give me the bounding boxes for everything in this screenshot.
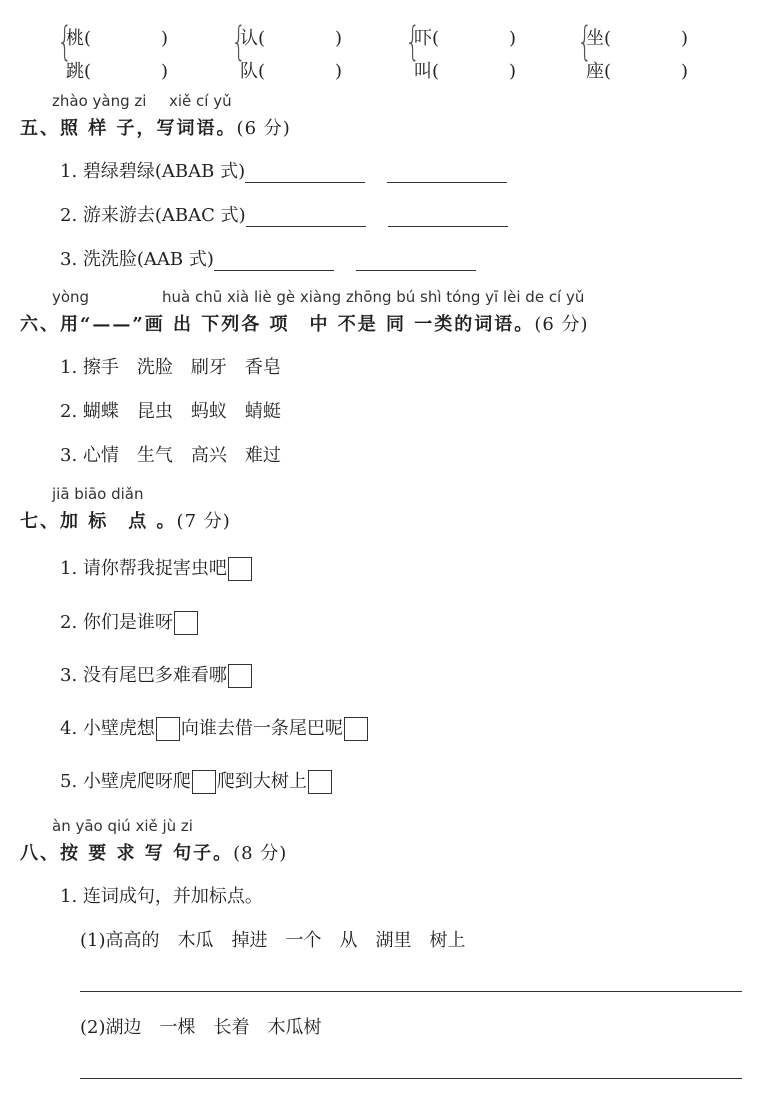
section5-item-2: 2. 游来游去(ABAC 式) [60,201,508,227]
answer-line-2[interactable] [80,1078,742,1079]
punctuation-box[interactable] [344,717,368,741]
section7-pinyin: jiā biāo diǎn [52,485,144,503]
section6-item-2: 2. 蝴蝶 昆虫 蚂蚁 蜻蜓 [60,401,281,422]
punctuation-box[interactable] [228,664,252,688]
pair-4-top: 坐( ) [586,28,689,49]
section5-pinyin-1: zhào yàng zi [52,92,147,110]
section7-item-1: 1. 请你帮我捉害虫吧 [60,554,253,581]
pair-2-bottom: 队( ) [240,61,343,82]
punctuation-box[interactable] [174,611,198,635]
section7-heading: 七、加 标 点 。(7 分) [20,511,231,532]
section8-heading: 八、按 要 求 写 句子。(8 分) [20,843,288,864]
section5-heading: 五、照 样 子，写词语。(6 分) [20,118,291,139]
pair-3-bottom: 叫( ) [414,61,517,82]
brace-icon: { [405,19,421,65]
pair-1-top: 桃( ) [66,28,169,49]
section6-heading: 六、用“——”画 出 下列各 项 中 不是 同 一类的词语。(6 分) [20,314,589,335]
section7-item-4: 4. 小壁虎想 向谁去借一条尾巴呢 [60,714,369,741]
section5-pinyin-2: xiě cí yǔ [169,92,232,110]
answer-line-1[interactable] [80,991,742,992]
section7-item-5: 5. 小壁虎爬呀爬 爬到大树上 [60,767,333,794]
section7-item-2: 2. 你们是谁呀 [60,608,199,635]
pair-3-top: 吓( ) [414,28,517,49]
section5-item-3: 3. 洗洗脸(AAB 式) [60,245,476,271]
brace-icon: { [57,19,73,65]
section5-item-1: 1. 碧绿碧绿(ABAB 式) [60,157,507,183]
section8-question-1: (1)高高的 木瓜 掉进 一个 从 湖里 树上 [80,930,466,951]
brace-icon: { [231,19,247,65]
section6-pinyin-1: yòng [52,288,90,306]
section8-subtitle: 1. 连词成句，并加标点。 [60,886,263,907]
section6-pinyin-2: huà chū xià liè gè xiàng zhōng bú shì tóng yī lèi de cí yǔ [162,288,585,306]
pair-1-bottom: 跳( ) [66,61,169,82]
pair-4-bottom: 座( ) [586,61,689,82]
punctuation-box[interactable] [192,770,216,794]
brace-icon: { [577,19,593,65]
section7-item-3: 3. 没有尾巴多难看哪 [60,661,253,688]
section8-pinyin: àn yāo qiú xiě jù zi [52,817,193,835]
punctuation-box[interactable] [228,557,252,581]
punctuation-box[interactable] [156,717,180,741]
section6-item-1: 1. 擦手 洗脸 刷牙 香皂 [60,357,281,378]
section8-question-2: (2)湖边 一棵 长着 木瓜树 [80,1017,322,1038]
section6-item-3: 3. 心情 生气 高兴 难过 [60,445,281,466]
punctuation-box[interactable] [308,770,332,794]
pair-2-top: 认( ) [240,28,343,49]
